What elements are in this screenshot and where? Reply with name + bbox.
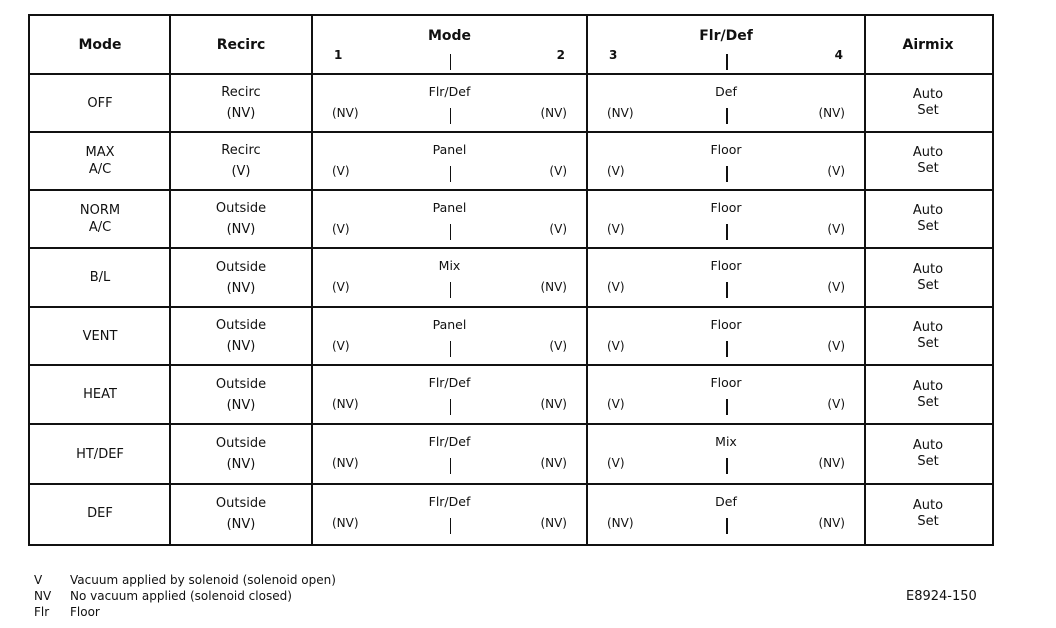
airmix-cell [865, 307, 991, 365]
airmix-text: Auto [912, 320, 944, 335]
port-vacuum-state: (NV) [818, 516, 845, 530]
flr-def-door-cell [587, 132, 865, 190]
port-vacuum-state: (V) [827, 397, 845, 411]
recirc-stack [216, 315, 266, 357]
recirc-text: Outside [215, 201, 267, 216]
divider-tick [450, 341, 452, 357]
port-vacuum-state: (NV) [818, 106, 845, 120]
mode-door-cell [312, 484, 587, 543]
airmix-cell [865, 190, 991, 248]
airmix-cell [865, 365, 991, 424]
airmix-stack [913, 438, 943, 470]
valve-state: Panel [432, 317, 467, 332]
divider-tick [450, 166, 452, 182]
recirc-stack [221, 140, 260, 182]
flr-def-door-cell [587, 307, 865, 365]
mode-label: HEAT [83, 387, 117, 402]
port-vacuum-state: (NV) [332, 106, 359, 120]
mode-label: A/C [88, 162, 112, 177]
port-vacuum-state: (V) [827, 164, 845, 178]
header-recirc: Recirc [216, 36, 266, 53]
valve-state: Def [715, 494, 737, 509]
legend-row [34, 588, 336, 604]
airmix-stack [913, 379, 943, 411]
airmix-text: Auto [912, 438, 944, 453]
mode-cell [30, 74, 170, 132]
port-vacuum-state: (V) [332, 339, 350, 353]
legend-text: No vacuum applied (solenoid closed) [70, 589, 292, 603]
valve-state: Panel [432, 200, 467, 215]
port-vacuum-state: (V) [607, 164, 625, 178]
airmix-text: Auto [912, 145, 944, 160]
airmix-cell [865, 424, 991, 484]
mode-label-stack [83, 328, 118, 345]
airmix-text: Auto [912, 261, 944, 277]
mode-label-stack [80, 202, 120, 236]
airmix-stack [913, 498, 943, 530]
flr-def-door-cell [587, 248, 865, 307]
port-vacuum-state: (NV) [540, 280, 567, 294]
airmix-text: Auto [912, 378, 944, 394]
mode-door-cell [312, 365, 587, 424]
mode-label: VENT [82, 328, 118, 344]
mode-cell [30, 307, 170, 365]
mode-label: DEF [87, 506, 113, 521]
divider-tick [726, 282, 728, 298]
airmix-text: Auto [912, 497, 944, 513]
recirc-cell [170, 190, 312, 248]
recirc-text: Outside [215, 259, 267, 275]
recirc-text: (NV) [226, 516, 256, 532]
port-vacuum-state: (NV) [332, 397, 359, 411]
mode-label: HT/DEF [76, 446, 124, 462]
port-label: 3 [609, 48, 618, 62]
port-vacuum-state: (V) [827, 339, 845, 353]
mode-label: NORM [79, 203, 121, 218]
recirc-cell [170, 424, 312, 484]
valve-state: Flr/Def [428, 434, 471, 449]
recirc-stack [216, 493, 266, 535]
mode-label-stack [87, 505, 113, 522]
header-flr-def-group [587, 16, 865, 74]
mode-label-stack [76, 446, 124, 463]
port-label: 4 [834, 48, 843, 62]
port-vacuum-state: (V) [549, 339, 567, 353]
recirc-stack [216, 257, 266, 299]
recirc-text: Recirc [221, 143, 261, 158]
port-vacuum-state: (NV) [540, 397, 567, 411]
valve-state: Mix [438, 258, 461, 273]
flr-def-door-cell [587, 484, 865, 543]
airmix-stack [913, 87, 943, 119]
recirc-stack [216, 433, 266, 475]
port-vacuum-state: (V) [607, 397, 625, 411]
port-vacuum-state: (V) [549, 222, 567, 236]
port-vacuum-state: (NV) [540, 106, 567, 120]
divider-tick [450, 282, 452, 298]
airmix-stack [913, 320, 943, 352]
port-label: 1 [334, 48, 343, 62]
legend-text: Floor [70, 605, 100, 619]
airmix-stack [913, 262, 943, 294]
port-label: 2 [556, 48, 565, 62]
legend-text: Vacuum applied by solenoid (solenoid open) [70, 573, 336, 587]
valve-state: Panel [432, 142, 467, 157]
mode-label: OFF [87, 95, 113, 111]
airmix-text: Auto [912, 87, 944, 102]
port-vacuum-state: (V) [332, 164, 350, 178]
valve-state: Floor [710, 142, 742, 157]
header-flr-def-group-title: Flr/Def [699, 28, 753, 44]
recirc-cell [170, 248, 312, 307]
header-mode: Mode [78, 36, 122, 53]
port-vacuum-state: (V) [607, 339, 625, 353]
mode-label-stack [83, 386, 117, 403]
airmix-stack [913, 145, 943, 177]
mode-cell [30, 248, 170, 307]
port-vacuum-state: (NV) [540, 516, 567, 530]
recirc-cell [170, 365, 312, 424]
mode-door-cell [312, 74, 587, 132]
port-vacuum-state: (V) [827, 280, 845, 294]
port-vacuum-state: (NV) [332, 516, 359, 530]
divider-tick [450, 399, 452, 415]
airmix-text: Set [917, 219, 939, 234]
valve-state: Flr/Def [428, 84, 471, 99]
vacuum-mode-table [28, 14, 994, 546]
valve-state: Def [715, 84, 737, 99]
recirc-cell [170, 484, 312, 543]
recirc-stack [221, 82, 260, 124]
divider-tick [450, 224, 452, 240]
port-vacuum-state: (V) [607, 456, 625, 470]
valve-state: Floor [710, 200, 742, 215]
recirc-text: Outside [215, 495, 267, 511]
mode-label: MAX [85, 145, 115, 160]
divider-tick [450, 518, 452, 534]
divider-tick [450, 458, 452, 474]
mode-cell [30, 484, 170, 543]
mode-door-cell [312, 190, 587, 248]
airmix-text: Set [917, 394, 939, 410]
airmix-text: Auto [912, 203, 944, 218]
flr-def-door-cell [587, 365, 865, 424]
airmix-text: Set [917, 277, 939, 293]
recirc-cell [170, 74, 312, 132]
airmix-text: Set [917, 513, 939, 529]
valve-state: Floor [710, 317, 742, 332]
valve-state: Flr/Def [428, 375, 471, 390]
valve-state: Mix [715, 434, 737, 449]
mode-door-cell [312, 307, 587, 365]
mode-cell [30, 190, 170, 248]
airmix-text: Set [917, 336, 939, 351]
mode-door-cell [312, 248, 587, 307]
airmix-cell [865, 132, 991, 190]
airmix-cell [865, 74, 991, 132]
recirc-text: Recirc [221, 85, 261, 100]
flr-def-door-cell [587, 424, 865, 484]
flr-def-door-cell [587, 190, 865, 248]
port-vacuum-state: (V) [549, 164, 567, 178]
recirc-text: Outside [215, 436, 267, 451]
legend-key: Flr [34, 605, 50, 619]
valve-state: Floor [710, 375, 742, 390]
divider-tick [450, 54, 452, 70]
flr-def-door-cell [587, 74, 865, 132]
port-vacuum-state: (V) [827, 222, 845, 236]
recirc-text: (NV) [226, 457, 256, 472]
mode-door-cell [312, 132, 587, 190]
mode-cell [30, 132, 170, 190]
port-vacuum-state: (NV) [607, 516, 634, 530]
legend-key: NV [34, 589, 52, 603]
mode-cell [30, 365, 170, 424]
divider-tick [450, 108, 452, 124]
mode-label-stack [85, 144, 114, 178]
legend-row [34, 604, 336, 620]
header-airmix: Airmix [902, 36, 954, 53]
header-mode-group [312, 16, 587, 74]
divider-tick [726, 458, 728, 474]
mode-cell [30, 424, 170, 484]
divider-tick [726, 518, 728, 534]
airmix-text: Set [917, 103, 939, 118]
recirc-stack [216, 374, 266, 416]
airmix-text: Set [917, 454, 939, 469]
mode-label-stack [87, 95, 112, 112]
port-vacuum-state: (V) [607, 280, 625, 294]
valve-state: Floor [710, 258, 742, 273]
airmix-text: Set [917, 161, 939, 176]
mode-label-stack [90, 269, 111, 286]
airmix-cell [865, 484, 991, 543]
recirc-stack [216, 198, 266, 240]
header-mode-group-title: Mode [427, 28, 472, 44]
airmix-stack [913, 203, 943, 235]
mode-label: B/L [89, 270, 111, 285]
recirc-text: Outside [215, 376, 267, 392]
port-vacuum-state: (V) [607, 222, 625, 236]
recirc-text: Outside [215, 318, 267, 333]
recirc-cell [170, 132, 312, 190]
mode-door-cell [312, 424, 587, 484]
recirc-cell [170, 307, 312, 365]
legend-row [34, 572, 336, 588]
recirc-text: (NV) [226, 222, 256, 237]
divider-tick [726, 108, 728, 124]
figure-id: E8924-150 [906, 589, 977, 604]
recirc-text: (V) [231, 164, 251, 179]
recirc-text: (NV) [226, 280, 256, 296]
divider-tick [726, 224, 728, 240]
recirc-text: (NV) [226, 397, 256, 413]
legend-key: V [34, 573, 43, 587]
divider-tick [726, 399, 728, 415]
legend [34, 572, 336, 620]
mode-label: A/C [88, 220, 112, 235]
divider-tick [726, 341, 728, 357]
recirc-text: (NV) [226, 106, 256, 121]
divider-tick [726, 54, 728, 70]
port-vacuum-state: (V) [332, 222, 350, 236]
port-vacuum-state: (NV) [332, 456, 359, 470]
port-vacuum-state: (V) [332, 280, 350, 294]
port-vacuum-state: (NV) [818, 456, 845, 470]
divider-tick [726, 166, 728, 182]
airmix-cell [865, 248, 991, 307]
valve-state: Flr/Def [428, 494, 471, 509]
port-vacuum-state: (NV) [540, 456, 567, 470]
port-vacuum-state: (NV) [607, 106, 634, 120]
recirc-text: (NV) [226, 339, 256, 354]
